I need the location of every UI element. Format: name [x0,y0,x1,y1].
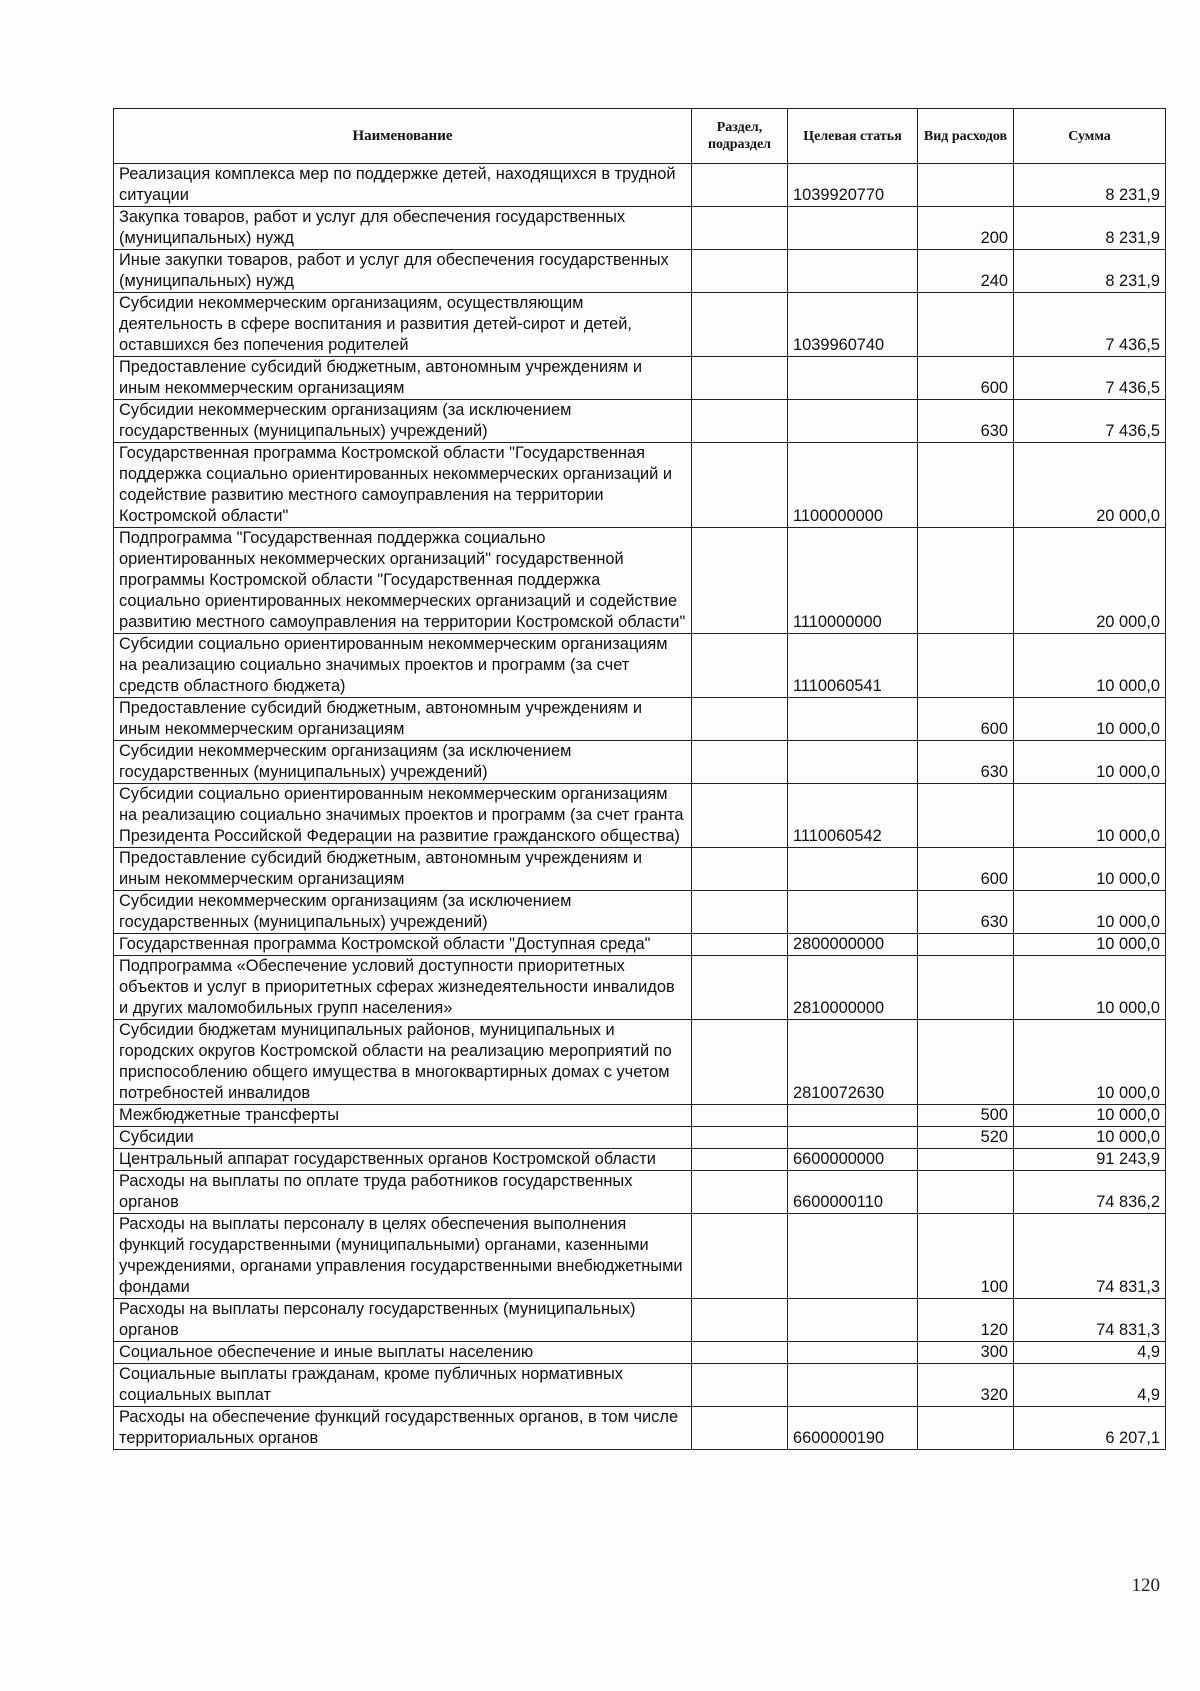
cell-kind [918,528,1014,634]
cell-section [692,250,788,293]
cell-name: Субсидии бюджетам муниципальных районов, муниципальных и городских округов Костромской области на реализацию мероприятий по приспособлению общего имущества в многоквартирных домах с учетом потребностей инвалидов [114,1020,692,1105]
cell-kind [918,1171,1014,1214]
cell-name: Расходы на выплаты персоналу в целях обеспечения выполнения функций государственными (муниципальными) органами, казенными учреждениями, органами управления государственными внебюджетными фондами [114,1214,692,1299]
cell-kind: 630 [918,400,1014,443]
cell-amount: 91 243,9 [1014,1149,1166,1171]
cell-kind [918,293,1014,357]
table-row [114,1127,1166,1149]
cell-section [692,528,788,634]
cell-target [788,698,918,741]
cell-name: Подпрограмма "Государственная поддержка социально ориентированных некоммерческих организаций" государственной программы Костромской области "Государственная поддержка социально ориентированных некоммерческих организаций и содействие развитию местного самоуправления на территории Костромской области" [114,528,692,634]
cell-name: Субсидии социально ориентированным некоммерческим организациям на реализацию социально значимых проектов и программ (за счет средств областного бюджета) [114,634,692,698]
cell-kind: 300 [918,1342,1014,1364]
cell-kind: 120 [918,1299,1014,1342]
cell-amount: 20 000,0 [1014,443,1166,528]
cell-name: Закупка товаров, работ и услуг для обеспечения государственных (муниципальных) нужд [114,207,692,250]
table-row [114,741,1166,784]
cell-section [692,293,788,357]
cell-target [788,848,918,891]
table-row [114,891,1166,934]
cell-name: Расходы на выплаты персоналу государственных (муниципальных) органов [114,1299,692,1342]
table-row [114,848,1166,891]
cell-kind: 630 [918,891,1014,934]
cell-target: 1110060541 [788,634,918,698]
cell-section [692,357,788,400]
cell-section [692,1127,788,1149]
cell-target: 2810000000 [788,956,918,1020]
cell-name: Субсидии некоммерческим организациям, осуществляющим деятельность в сфере воспитания и развития детей-сирот и детей, оставшихся без попечения родителей [114,293,692,357]
header-target: Целевая статья [788,109,918,164]
table-body [114,164,1166,1450]
cell-name: Социальные выплаты гражданам, кроме публичных нормативных социальных выплат [114,1364,692,1407]
cell-kind: 630 [918,741,1014,784]
table-row [114,934,1166,956]
cell-section [692,934,788,956]
cell-name: Субсидии некоммерческим организациям (за исключением государственных (муниципальных) учреждений) [114,741,692,784]
cell-target: 1110060542 [788,784,918,848]
cell-name: Подпрограмма «Обеспечение условий доступности приоритетных объектов и услуг в приоритетных сферах жизнедеятельности инвалидов и других маломобильных групп населения» [114,956,692,1020]
cell-section [692,784,788,848]
table-row [114,784,1166,848]
cell-amount: 8 231,9 [1014,207,1166,250]
header-row [114,109,1166,164]
cell-name: Центральный аппарат государственных органов Костромской области [114,1149,692,1171]
cell-amount: 20 000,0 [1014,528,1166,634]
header-section: Раздел, подраздел [692,109,788,164]
table-row [114,634,1166,698]
table-row [114,207,1166,250]
cell-name: Иные закупки товаров, работ и услуг для обеспечения государственных (муниципальных) нужд [114,250,692,293]
cell-name: Предоставление субсидий бюджетным, автономным учреждениям и иным некоммерческим организациям [114,698,692,741]
table-row [114,1364,1166,1407]
table-row [114,1407,1166,1450]
cell-kind [918,1407,1014,1450]
cell-kind: 600 [918,357,1014,400]
cell-amount: 6 207,1 [1014,1407,1166,1450]
cell-kind: 100 [918,1214,1014,1299]
budget-table [113,108,1166,1450]
cell-section [692,1149,788,1171]
cell-kind [918,956,1014,1020]
cell-amount: 74 831,3 [1014,1214,1166,1299]
table-row [114,1020,1166,1105]
table-row [114,1299,1166,1342]
cell-section [692,1299,788,1342]
cell-amount: 10 000,0 [1014,848,1166,891]
table-row [114,1149,1166,1171]
cell-target: 2800000000 [788,934,918,956]
cell-kind: 500 [918,1105,1014,1127]
table-row [114,956,1166,1020]
cell-target: 6600000190 [788,1407,918,1450]
table-header [114,109,1166,164]
cell-amount: 10 000,0 [1014,1127,1166,1149]
cell-section [692,400,788,443]
cell-amount: 7 436,5 [1014,357,1166,400]
cell-section [692,1342,788,1364]
cell-target: 6600000000 [788,1149,918,1171]
cell-section [692,1364,788,1407]
cell-section [692,891,788,934]
table-row [114,698,1166,741]
cell-name: Субсидии [114,1127,692,1149]
cell-amount: 74 831,3 [1014,1299,1166,1342]
cell-name: Социальное обеспечение и иные выплаты населению [114,1342,692,1364]
cell-kind [918,164,1014,207]
cell-kind [918,1149,1014,1171]
cell-target [788,1214,918,1299]
page-number: 120 [1131,1575,1160,1596]
cell-section [692,1407,788,1450]
cell-amount: 10 000,0 [1014,1105,1166,1127]
table-row [114,443,1166,528]
cell-target [788,1342,918,1364]
cell-section [692,164,788,207]
cell-kind: 240 [918,250,1014,293]
cell-target: 1039960740 [788,293,918,357]
cell-name: Государственная программа Костромской области "Доступная среда" [114,934,692,956]
cell-section [692,207,788,250]
table-row [114,1342,1166,1364]
cell-target [788,1299,918,1342]
cell-kind: 600 [918,698,1014,741]
cell-target [788,1127,918,1149]
table-row [114,164,1166,207]
cell-kind: 600 [918,848,1014,891]
cell-amount: 74 836,2 [1014,1171,1166,1214]
cell-name: Государственная программа Костромской области "Государственная поддержка социально ориентированных некоммерческих организаций и содействие развитию местного самоуправления на территории Костромской области" [114,443,692,528]
cell-section [692,848,788,891]
cell-section [692,1105,788,1127]
cell-kind [918,784,1014,848]
cell-kind [918,443,1014,528]
cell-target [788,400,918,443]
cell-section [692,443,788,528]
table-row [114,293,1166,357]
cell-amount: 10 000,0 [1014,956,1166,1020]
cell-amount: 10 000,0 [1014,784,1166,848]
cell-target [788,207,918,250]
cell-name: Реализация комплекса мер по поддержке детей, находящихся в трудной ситуации [114,164,692,207]
cell-name: Расходы на выплаты по оплате труда работников государственных органов [114,1171,692,1214]
header-kind: Вид расходов [918,109,1014,164]
cell-kind: 200 [918,207,1014,250]
cell-amount: 7 436,5 [1014,293,1166,357]
cell-amount: 10 000,0 [1014,634,1166,698]
cell-target: 1039920770 [788,164,918,207]
cell-target [788,250,918,293]
cell-kind [918,1020,1014,1105]
cell-section [692,1171,788,1214]
cell-amount: 4,9 [1014,1342,1166,1364]
cell-target: 6600000110 [788,1171,918,1214]
table-row [114,1171,1166,1214]
cell-target: 1110000000 [788,528,918,634]
table-row [114,400,1166,443]
cell-kind: 520 [918,1127,1014,1149]
cell-amount: 10 000,0 [1014,741,1166,784]
cell-target [788,741,918,784]
cell-amount: 8 231,9 [1014,250,1166,293]
cell-amount: 10 000,0 [1014,934,1166,956]
cell-name: Субсидии социально ориентированным некоммерческим организациям на реализацию социально значимых проектов и программ (за счет гранта Президента Российской Федерации на развитие гражданского общества) [114,784,692,848]
cell-kind [918,634,1014,698]
header-name: Наименование [114,109,692,164]
cell-name: Межбюджетные трансферты [114,1105,692,1127]
cell-section [692,741,788,784]
cell-section [692,634,788,698]
cell-target [788,891,918,934]
cell-kind: 320 [918,1364,1014,1407]
cell-amount: 4,9 [1014,1364,1166,1407]
table-row [114,528,1166,634]
cell-kind [918,934,1014,956]
cell-section [692,1020,788,1105]
cell-section [692,1214,788,1299]
cell-amount: 10 000,0 [1014,1020,1166,1105]
cell-target [788,1105,918,1127]
cell-target: 2810072630 [788,1020,918,1105]
cell-amount: 7 436,5 [1014,400,1166,443]
cell-name: Субсидии некоммерческим организациям (за исключением государственных (муниципальных) учреждений) [114,400,692,443]
cell-amount: 10 000,0 [1014,698,1166,741]
cell-name: Предоставление субсидий бюджетным, автономным учреждениям и иным некоммерческим организациям [114,357,692,400]
table-row [114,1214,1166,1299]
cell-target [788,357,918,400]
cell-name: Предоставление субсидий бюджетным, автономным учреждениям и иным некоммерческим организациям [114,848,692,891]
cell-target: 1100000000 [788,443,918,528]
table-row [114,357,1166,400]
cell-target [788,1364,918,1407]
cell-section [692,956,788,1020]
table-row [114,250,1166,293]
cell-name: Субсидии некоммерческим организациям (за исключением государственных (муниципальных) учреждений) [114,891,692,934]
cell-amount: 10 000,0 [1014,891,1166,934]
cell-name: Расходы на обеспечение функций государственных органов, в том числе территориальных органов [114,1407,692,1450]
header-amount: Сумма [1014,109,1166,164]
table-row [114,1105,1166,1127]
cell-section [692,698,788,741]
cell-amount: 8 231,9 [1014,164,1166,207]
